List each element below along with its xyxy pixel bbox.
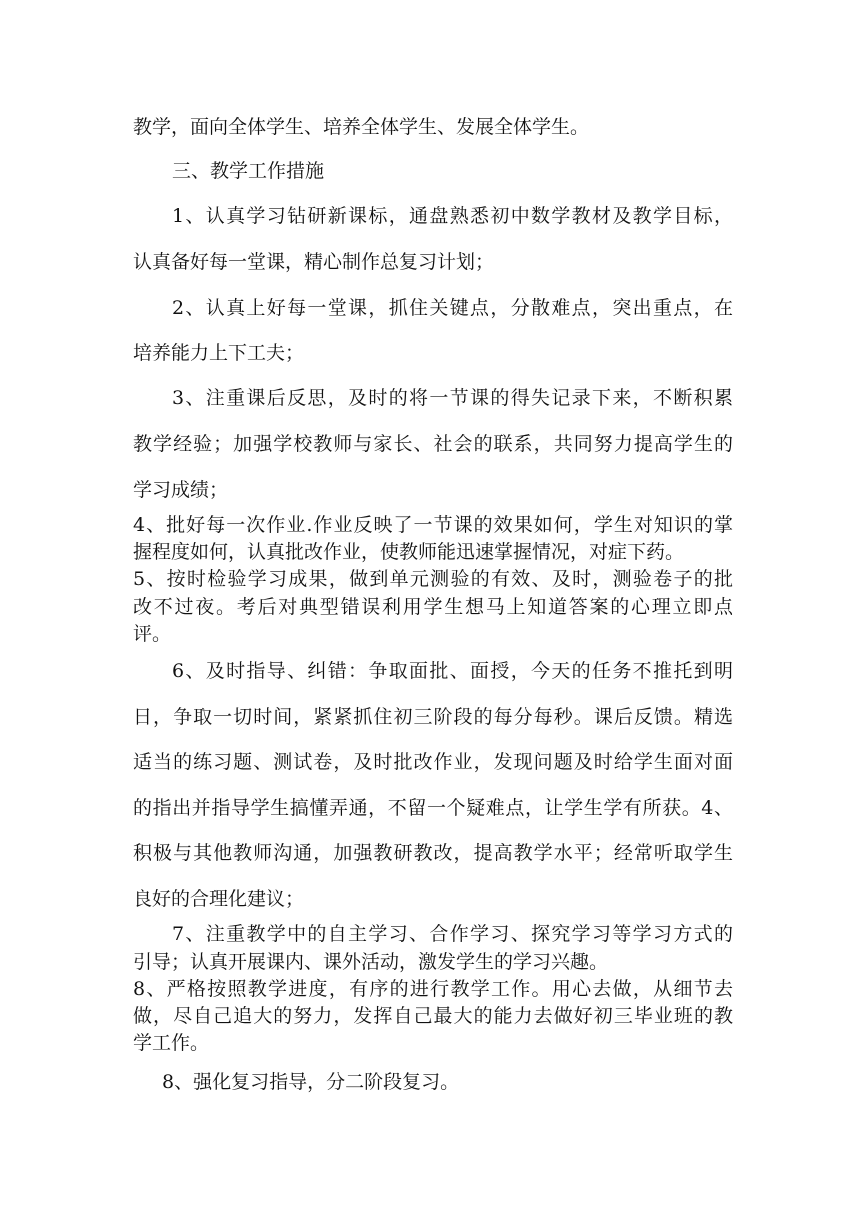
text-line: 改不过夜。考后对典型错误利用学生想马上知道答案的心理立即点 bbox=[133, 596, 733, 618]
text-line: 教学经验；加强学校教师与家长、社会的联系，共同努力提高学生的 bbox=[133, 433, 733, 455]
text-line: 引导；认真开展课内、课外活动，激发学生的学习兴趣。 bbox=[133, 951, 609, 973]
text-line: 6、及时指导、纠错：争取面批、面授，今天的任务不推托到明 bbox=[172, 660, 733, 682]
text-line: 认真备好每一堂课，精心制作总复习计划； bbox=[133, 251, 495, 273]
text-line: 教学，面向全体学生、培养全体学生、发展全体学生。 bbox=[133, 116, 590, 138]
text-line: 握程度如何，认真批改作业，使教师能迅速掌握情况，对症下药。 bbox=[133, 541, 685, 563]
text-line: 学工作。 bbox=[133, 1032, 210, 1054]
text-line: 8、强化复习指导，分二阶段复习。 bbox=[162, 1071, 460, 1093]
text-line: 学习成绩； bbox=[133, 479, 229, 501]
text-line: 2、认真上好每一堂课，抓住关键点，分散难点，突出重点，在 bbox=[172, 297, 733, 319]
text-line: 评。 bbox=[133, 623, 172, 645]
text-line: 适当的练习题、测试卷，及时批改作业，发现问题及时给学生面对面 bbox=[133, 751, 733, 773]
text-line: 良好的合理化建议； bbox=[133, 888, 305, 910]
text-line: 7、注重教学中的自主学习、合作学习、探究学习等学习方式的 bbox=[172, 923, 733, 945]
text-line: 培养能力上下工夫； bbox=[133, 342, 305, 364]
text-line: 1、认真学习钻研新课标，通盘熟悉初中数学教材及教学目标， bbox=[172, 205, 733, 227]
text-line: 4、批好每一次作业.作业反映了一节课的效果如何，学生对知识的掌 bbox=[133, 514, 733, 536]
text-line: 的指出并指导学生搞懂弄通，不留一个疑难点，让学生学有所获。4、 bbox=[133, 797, 733, 819]
text-line: 8、严格按照教学进度，有序的进行教学工作。用心去做，从细节去 bbox=[133, 978, 733, 1000]
text-line: 5、按时检验学习成果，做到单元测验的有效、及时，测验卷子的批 bbox=[133, 568, 733, 590]
text-line: 3、注重课后反思，及时的将一节课的得失记录下来，不断积累 bbox=[172, 387, 733, 409]
text-line: 日，争取一切时间，紧紧抓住初三阶段的每分每秒。课后反馈。精选 bbox=[133, 706, 733, 728]
text-line: 积极与其他教师沟通，加强教研教改，提高教学水平；经常听取学生 bbox=[133, 842, 733, 864]
section-heading: 三、教学工作措施 bbox=[172, 160, 325, 182]
text-line: 做，尽自己追大的努力，发挥自己最大的能力去做好初三毕业班的教 bbox=[133, 1005, 733, 1027]
